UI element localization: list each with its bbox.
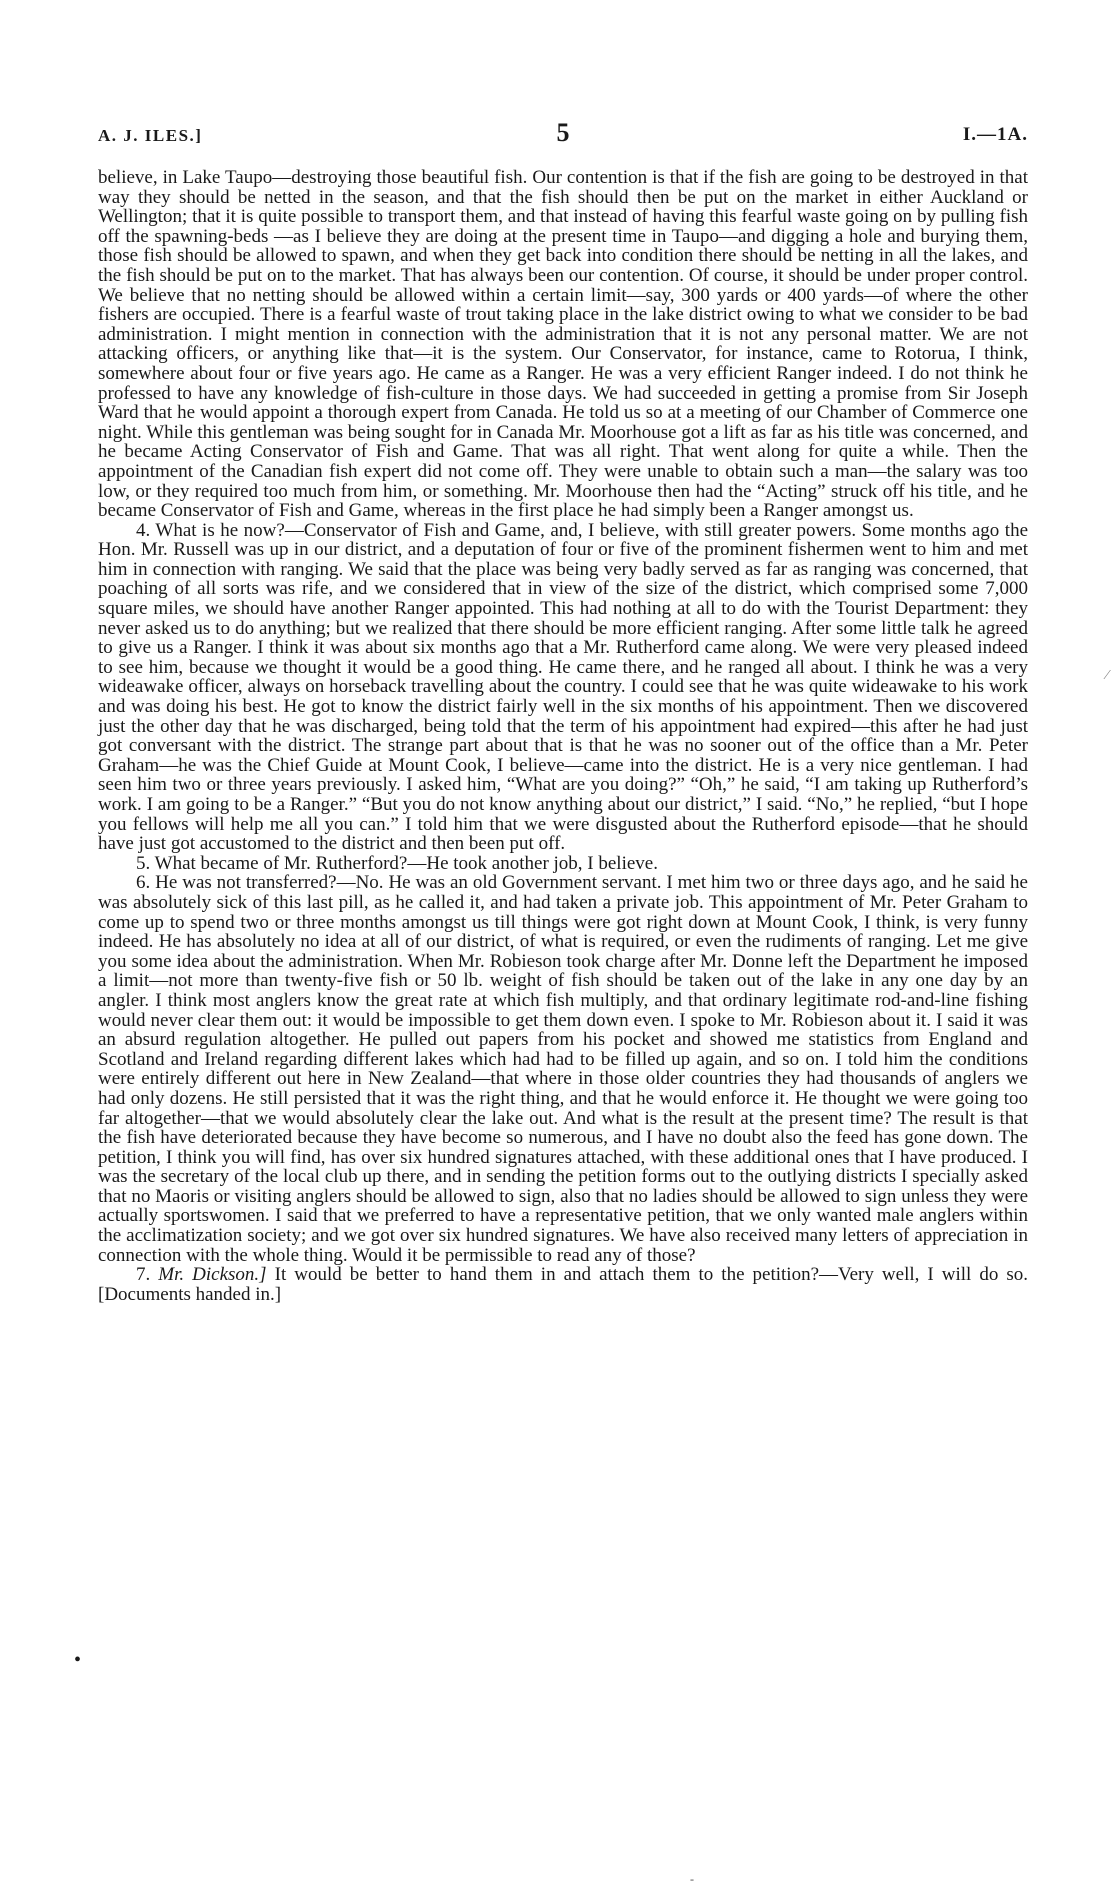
- header-paper-reference: I.—1A.: [962, 124, 1028, 145]
- paragraph-continuation: believe, in Lake Taupo—destroying those beautiful fish. Our contention is that if the fish are going to be destroyed in that way they should be netted in the season, and that the fish should then be put on the market in either Auckland or Wellington; that it is quite possible to transport them, and that instead of having this fearful waste going on by pulling fish off the spawning-beds —as I believe they are doing at the present time in Taupo—and digging a hole and burying them, those fish should be allowed to spawn, and when they get back into condition there should be netting in all the lakes, and the fish should be put on to the market. That has always been our contention. Of course, it should be under proper control. We believe that no netting should be allowed within a certain limit—say, 300 yards or 400 yards—of where the other fishers are occupied. There is a fearful waste of trout taking place in the lake district owing to what we consider to be bad administration. I might mention in connection with the administration that it is not any personal matter. We are not attacking officers, or anything like that—it is the system. Our Conservator, for instance, came to Rotorua, I think, somewhere about four or five years ago. He came as a Ranger. He was a very efficient Ranger indeed. I do not think he professed to have any knowledge of fish-culture in those days. We had succeeded in getting a promise from Sir Joseph Ward that he would appoint a thorough expert from Canada. He told us so at a meeting of our Chamber of Commerce one night. While this gentleman was being sought for in Canada Mr. Moorhouse got a lift as far as his title was concerned, and he became Acting Conservator of Fish and Game. That was all right. That went along for quite a while. Then the appointment of the Canadian fish expert did not come off. They were unable to obtain such a man—the salary was too low, or they required too much from him, or something. Mr. Moorhouse then had the “Acting” struck off his title, and he became Conservator of Fish and Game, whereas in the first place he had simply been a Ranger amongst us.: [98, 167, 1028, 522]
- page-number: 5: [556, 118, 570, 147]
- header-witness-name: A. J. ILES.]: [98, 126, 203, 145]
- question-number: 7.: [136, 1264, 151, 1286]
- page-header: [98, 118, 1028, 152]
- paragraph-question-4: 4. What is he now?—Conservator of Fish and Game, and, I believe, with still greater powers. Some months ago the Hon. Mr. Russell was up in our district, and a deputation of four or five of the prominent fishermen went to him and met him in connection with ranging. We said that the place was being very badly served as far as ranging was concerned, that poaching of all sorts was rife, and we considered that in view of the size of the district, which comprised some 7,000 square miles, we should have another Ranger appointed. This had nothing at all to do with the Tourist Department: they never asked us to do anything; but we realized that there should be more efficient ranging. After some little talk he agreed to give us a Ranger. I think it was about six months ago that a Mr. Rutherford came along. We were very pleased indeed to see him, because we thought it would be a good thing. He came there, and he ranged all about. I think he was a very wideawake officer, always on horseback travelling about the country. I could see that he was quite wideawake to his work and was doing his best. He got to know the district fairly well in the six months of his appointment. Then we discovered just the other day that he was discharged, being told that the term of his appointment had expired—this after he had just got conversant with the district. The strange part about that is that he was no sooner out of the office than a Mr. Peter Graham—he was the Chief Guide at Mount Cook, I believe—came into the district. He is a very nice gentleman. I had seen him two or three years previously. I asked him, “What are you doing?” “Oh,” he said, “I am taking up Rutherford’s work. I am going to be a Ranger.” “But you do not know anything about our district,” I said. “No,” he replied, “but I hope you fellows will help me all you can.” I told him that we were disgusted about the Rutherford episode—that he should have just got accustomed to the district and then been put off.: [98, 519, 1028, 855]
- paragraph-question-7: [98, 1265, 1028, 1304]
- paragraph-question-6: 6. He was not transferred?—No. He was an old Government servant. I met him two or three days ago, and he said he was absolutely sick of this last pill, as he called it, and had taken a private job. This appointment of Mr. Peter Graham to come up to spend two or three months amongst us till things were got right down at Mount Cook, I think, is very funny indeed. He has absolutely no idea at all of our district, of what is required, or even the rudiments of ranging. Let me give you some idea about the administration. When Mr. Robieson took charge after Mr. Donne left the Department he imposed a limit—not more than twenty-five fish or 50 lb. weight of fish should be taken out of the lake in any one day by an angler. I think most anglers know the great rate at which fish multiply, and that ordinary legitimate rod-and-line fishing would never clear them out: it would be impossible to get them down even. I spoke to Mr. Robieson about it. I said it was an absurd regulation altogether. He pulled out papers from his pocket and showed me statistics from England and Scotland and Ireland regarding different lakes which had had to be filled up again, and so on. I told him the conditions were entirely different out here in New Zealand—that where in those older countries they had thousands of anglers we had only dozens. He still persisted that it was the right thing, and that he would enforce it. He thought we were going too far altogether—that we would absolutely clear the lake out. And what is the result at the present time? The result is that the fish have deteriorated because they have become so numerous, and I have no doubt also the feed has gone down. The petition, I think you will find, has over six hundred signatures attached, with these additional ones that I have produced. I was the secretary of the local club up there, and in sending the petition forms out to the outlying districts I specially asked that no Maoris or visiting anglers should be allowed to sign, also that no ladies should be allowed to sign unless they were actually sportswomen. I said that we preferred to have a representative petition, that we only wanted male anglers within the acclimatization society; and we got over six hundred signatures. We have also received many letters of appreciation in connection with the whole thing. Would it be permissible to read any of those?: [98, 872, 1028, 1266]
- margin-bullet-mark: •: [74, 1649, 82, 1671]
- stray-pencil-mark: ⁄: [1106, 668, 1109, 683]
- paragraph-question-5: 5. What became of Mr. Rutherford?—He took another job, I believe.: [136, 852, 658, 874]
- question-text: It would be better to hand them in and attach them to the petition?—Very well, I will do so. [Documents handed in.]: [98, 1264, 1029, 1305]
- speaker-name: Mr. Dickson.]: [158, 1264, 267, 1286]
- bottom-ink-mark: -: [690, 1872, 694, 1886]
- document-body: [98, 168, 1028, 1304]
